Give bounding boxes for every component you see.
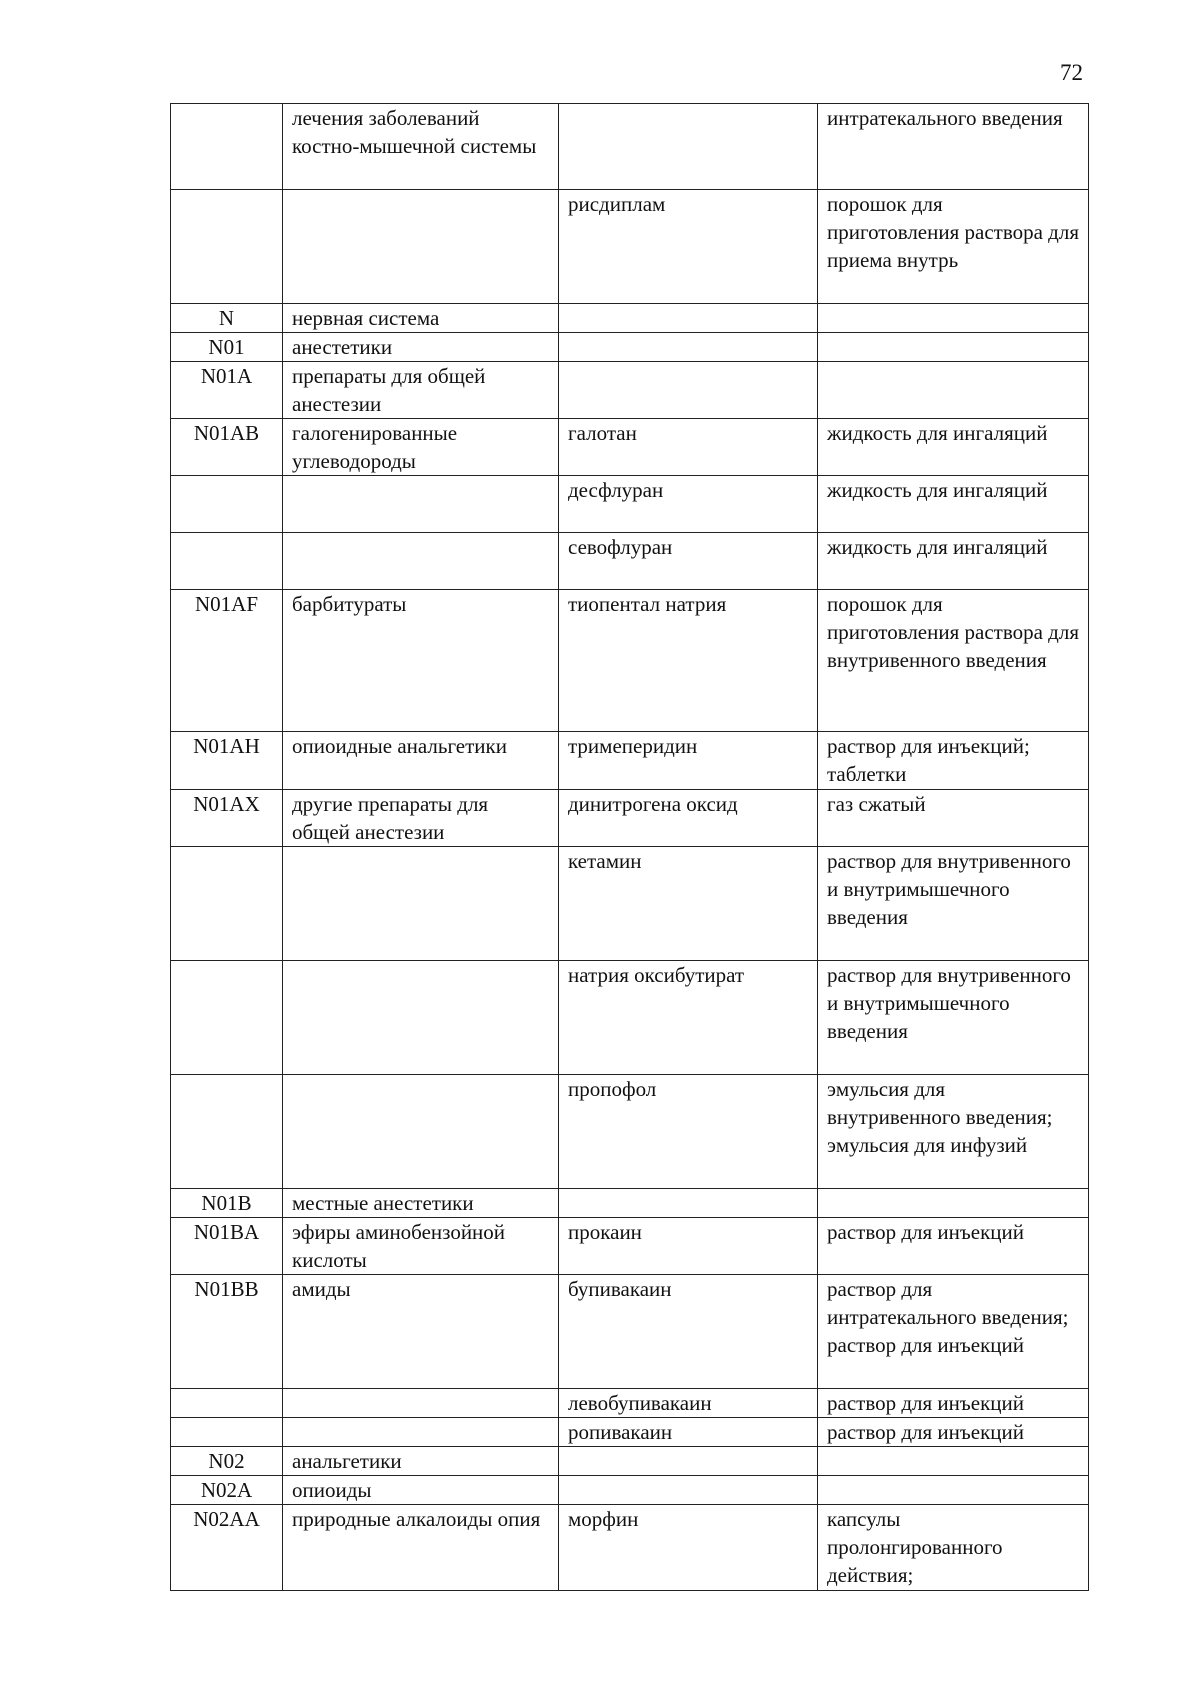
drug-name-cell	[559, 333, 818, 362]
atc-code-cell: N02AA	[171, 1505, 283, 1591]
atc-code-cell: N01BA	[171, 1218, 283, 1275]
drug-classification-table	[170, 103, 1089, 1591]
anatomic-therapeutic-group-cell	[283, 190, 559, 304]
atc-code-cell: N02A	[171, 1476, 283, 1505]
table-row	[171, 419, 1089, 476]
dosage-form-cell	[818, 1476, 1089, 1505]
dosage-form-cell: порошок для приготовления раствора для приема внутрь	[818, 190, 1089, 304]
dosage-form-cell: капсулы пролонгированного действия;	[818, 1505, 1089, 1591]
anatomic-therapeutic-group-cell: амиды	[283, 1275, 559, 1389]
dosage-form-cell: жидкость для ингаляций	[818, 533, 1089, 590]
anatomic-therapeutic-group-cell	[283, 1075, 559, 1189]
atc-code-cell: N01AX	[171, 790, 283, 847]
anatomic-therapeutic-group-cell: опиоидные анальгетики	[283, 732, 559, 790]
table-row	[171, 790, 1089, 847]
anatomic-therapeutic-group-cell	[283, 1418, 559, 1447]
anatomic-therapeutic-group-cell: нервная система	[283, 304, 559, 333]
table-row	[171, 304, 1089, 333]
table-row	[171, 362, 1089, 419]
drug-name-cell	[559, 1476, 818, 1505]
anatomic-therapeutic-group-cell	[283, 533, 559, 590]
atc-code-cell	[171, 476, 283, 533]
drug-name-cell	[559, 1447, 818, 1476]
table-row	[171, 732, 1089, 790]
atc-code-cell	[171, 847, 283, 961]
dosage-form-cell: раствор для интратекального введения; раствор для инъекций	[818, 1275, 1089, 1389]
dosage-form-cell: жидкость для ингаляций	[818, 476, 1089, 533]
drug-name-cell: тиопентал натрия	[559, 590, 818, 732]
anatomic-therapeutic-group-cell: лечения заболеваний костно-мышечной системы	[283, 104, 559, 190]
dosage-form-cell: жидкость для ингаляций	[818, 419, 1089, 476]
drug-name-cell: левобупивакаин	[559, 1389, 818, 1418]
drug-name-cell: рисдиплам	[559, 190, 818, 304]
atc-code-cell: N	[171, 304, 283, 333]
drug-name-cell: динитрогена оксид	[559, 790, 818, 847]
atc-code-cell: N01BB	[171, 1275, 283, 1389]
table-row	[171, 961, 1089, 1075]
anatomic-therapeutic-group-cell: природные алкалоиды опия	[283, 1505, 559, 1591]
drug-name-cell	[559, 1189, 818, 1218]
atc-code-cell: N01	[171, 333, 283, 362]
dosage-form-cell: раствор для инъекций; таблетки	[818, 732, 1089, 790]
atc-code-cell	[171, 961, 283, 1075]
table-row	[171, 1389, 1089, 1418]
table-row	[171, 590, 1089, 732]
atc-code-cell	[171, 1389, 283, 1418]
table-row	[171, 533, 1089, 590]
table-row	[171, 1075, 1089, 1189]
table-row	[171, 190, 1089, 304]
anatomic-therapeutic-group-cell	[283, 1389, 559, 1418]
atc-code-cell	[171, 1075, 283, 1189]
table-row	[171, 1218, 1089, 1275]
dosage-form-cell: раствор для инъекций	[818, 1418, 1089, 1447]
drug-name-cell: морфин	[559, 1505, 818, 1591]
table-row	[171, 1275, 1089, 1389]
table-row	[171, 847, 1089, 961]
drug-name-cell: пропофол	[559, 1075, 818, 1189]
anatomic-therapeutic-group-cell	[283, 476, 559, 533]
dosage-form-cell	[818, 1189, 1089, 1218]
drug-name-cell	[559, 104, 818, 190]
dosage-form-cell	[818, 333, 1089, 362]
dosage-form-cell: газ сжатый	[818, 790, 1089, 847]
anatomic-therapeutic-group-cell: другие препараты для общей анестезии	[283, 790, 559, 847]
anatomic-therapeutic-group-cell: анестетики	[283, 333, 559, 362]
dosage-form-cell: порошок для приготовления раствора для внутривенного введения	[818, 590, 1089, 732]
table-row	[171, 333, 1089, 362]
anatomic-therapeutic-group-cell: анальгетики	[283, 1447, 559, 1476]
atc-code-cell: N01AH	[171, 732, 283, 790]
table-body	[171, 104, 1089, 1591]
anatomic-therapeutic-group-cell: опиоиды	[283, 1476, 559, 1505]
drug-name-cell: тримеперидин	[559, 732, 818, 790]
anatomic-therapeutic-group-cell: барбитураты	[283, 590, 559, 732]
dosage-form-cell	[818, 1447, 1089, 1476]
dosage-form-cell: раствор для внутривенного и внутримышечного введения	[818, 961, 1089, 1075]
drug-name-cell: севофлуран	[559, 533, 818, 590]
anatomic-therapeutic-group-cell: местные анестетики	[283, 1189, 559, 1218]
dosage-form-cell: раствор для внутривенного и внутримышечного введения	[818, 847, 1089, 961]
table-row	[171, 104, 1089, 190]
atc-code-cell: N01A	[171, 362, 283, 419]
table-row	[171, 1447, 1089, 1476]
drug-name-cell: прокаин	[559, 1218, 818, 1275]
atc-code-cell	[171, 190, 283, 304]
anatomic-therapeutic-group-cell	[283, 961, 559, 1075]
atc-code-cell: N01AF	[171, 590, 283, 732]
table-row	[171, 1476, 1089, 1505]
drug-name-cell	[559, 362, 818, 419]
atc-code-cell: N01B	[171, 1189, 283, 1218]
dosage-form-cell: раствор для инъекций	[818, 1218, 1089, 1275]
dosage-form-cell	[818, 304, 1089, 333]
table-row	[171, 1418, 1089, 1447]
dosage-form-cell: эмульсия для внутривенного введения; эмульсия для инфузий	[818, 1075, 1089, 1189]
drug-name-cell	[559, 304, 818, 333]
dosage-form-cell: интратекального введения	[818, 104, 1089, 190]
atc-code-cell	[171, 104, 283, 190]
drug-name-cell: натрия оксибутират	[559, 961, 818, 1075]
anatomic-therapeutic-group-cell: препараты для общей анестезии	[283, 362, 559, 419]
atc-code-cell	[171, 533, 283, 590]
page-number: 72	[1060, 60, 1083, 85]
anatomic-therapeutic-group-cell: галогенированные углеводороды	[283, 419, 559, 476]
drug-name-cell: ропивакаин	[559, 1418, 818, 1447]
anatomic-therapeutic-group-cell	[283, 847, 559, 961]
drug-name-cell: кетамин	[559, 847, 818, 961]
drug-name-cell: бупивакаин	[559, 1275, 818, 1389]
atc-code-cell: N02	[171, 1447, 283, 1476]
dosage-form-cell: раствор для инъекций	[818, 1389, 1089, 1418]
anatomic-therapeutic-group-cell: эфиры аминобензойной кислоты	[283, 1218, 559, 1275]
dosage-form-cell	[818, 362, 1089, 419]
atc-code-cell	[171, 1418, 283, 1447]
table-row	[171, 476, 1089, 533]
atc-code-cell: N01AB	[171, 419, 283, 476]
drug-name-cell: десфлуран	[559, 476, 818, 533]
table-row	[171, 1505, 1089, 1591]
table-row	[171, 1189, 1089, 1218]
drug-name-cell: галотан	[559, 419, 818, 476]
